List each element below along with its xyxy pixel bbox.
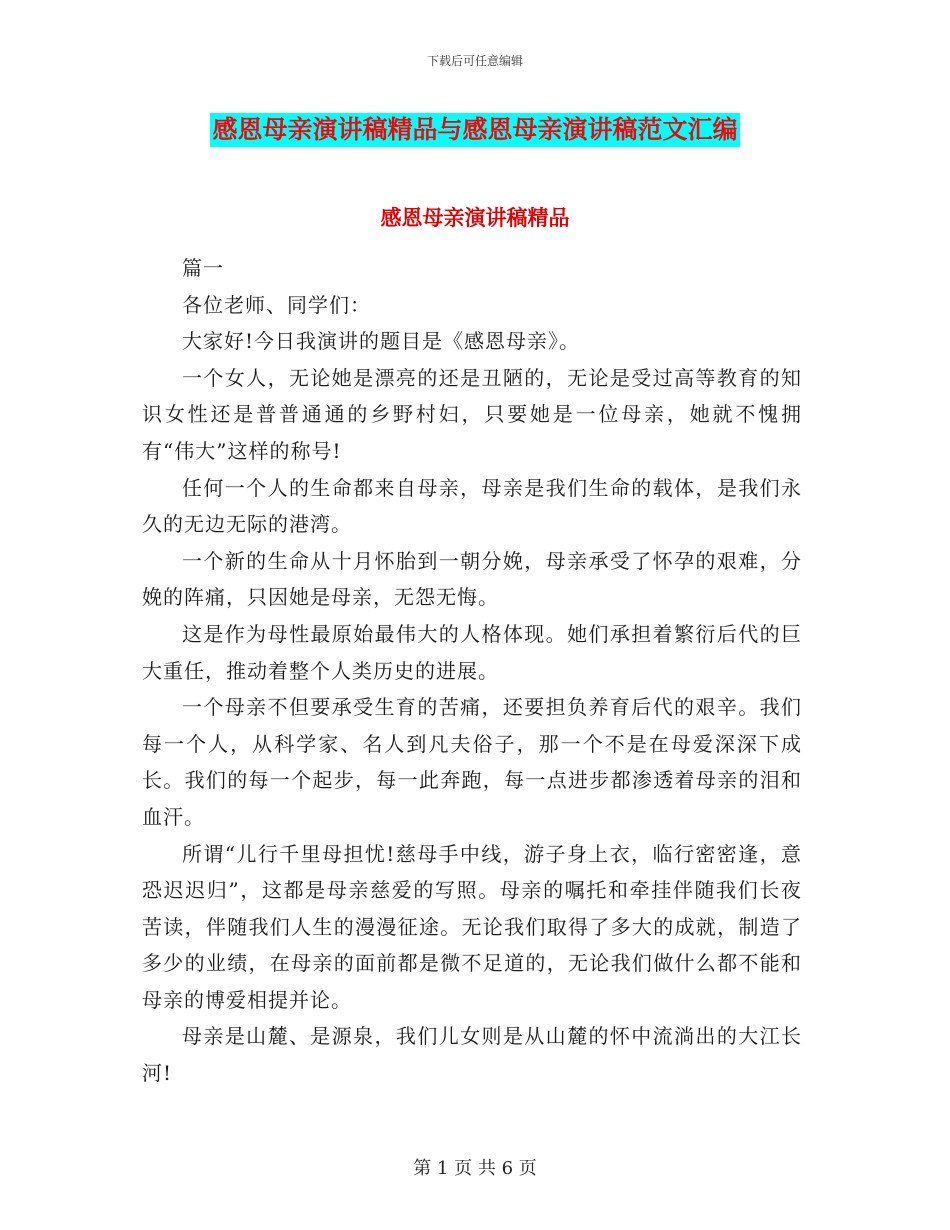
paragraph: 各位老师、同学们： bbox=[182, 292, 371, 317]
document-body bbox=[142, 250, 802, 1092]
paragraph: 母亲是山麓、是源泉，我们儿女则是从山麓的怀中流淌出的大江长河! bbox=[142, 1024, 802, 1086]
paragraph: 一个新的生命从十月怀胎到一朝分娩，母亲承受了怀孕的艰难，分娩的阵痛，只因她是母亲，无怨无悔。 bbox=[142, 548, 802, 610]
paragraph: 任何一个人的生命都来自母亲，母亲是我们生命的载体，是我们永久的无边无际的港湾。 bbox=[142, 475, 802, 537]
paragraph: 一个母亲不但要承受生育的苦痛，还要担负养育后代的艰辛。我们每一个人，从科学家、名人到凡夫俗子，那一个不是在母爱深深下成长。我们的每一个起步，每一此奔跑，每一点进步都渗透着母亲的泪和血汗。 bbox=[142, 695, 802, 829]
paragraph: 所谓“儿行千里母担忧!慈母手中线，游子身上衣，临行密密逢，意恐迟迟归”，这都是母亲慈爱的写照。母亲的嘱托和牵挂伴随我们长夜苦读，伴随我们人生的漫漫征途。无论我们取得了多大的成就，制造了多少的业绩，在母亲的面前都是微不足道的，无论我们做什么都不能和母亲的博爱相提并论。 bbox=[142, 841, 802, 1012]
page-indicator: 第 1 页 共 6 页 bbox=[413, 1158, 537, 1179]
main-title: 感恩母亲演讲稿精品与感恩母亲演讲稿范文汇编 bbox=[210, 113, 739, 147]
section-title: 感恩母亲演讲稿精品 bbox=[380, 205, 570, 230]
main-title-container bbox=[0, 113, 950, 147]
header-note: 下载后可任意编辑 bbox=[426, 54, 523, 68]
paragraph: 一个女人，无论她是漂亮的还是丑陋的，无论是受过高等教育的知识女性还是普普通通的乡野村妇，只要她是一位母亲，她就不愧拥有“伟大”这样的称号! bbox=[142, 365, 802, 463]
paragraph: 大家好!今日我演讲的题目是《感恩母亲》。 bbox=[182, 329, 581, 354]
paragraph: 这是作为母性最原始最伟大的人格体现。她们承担着繁衍后代的巨大重任，推动着整个人类历史的进展。 bbox=[142, 621, 802, 683]
paragraph: 篇一 bbox=[182, 256, 224, 280]
